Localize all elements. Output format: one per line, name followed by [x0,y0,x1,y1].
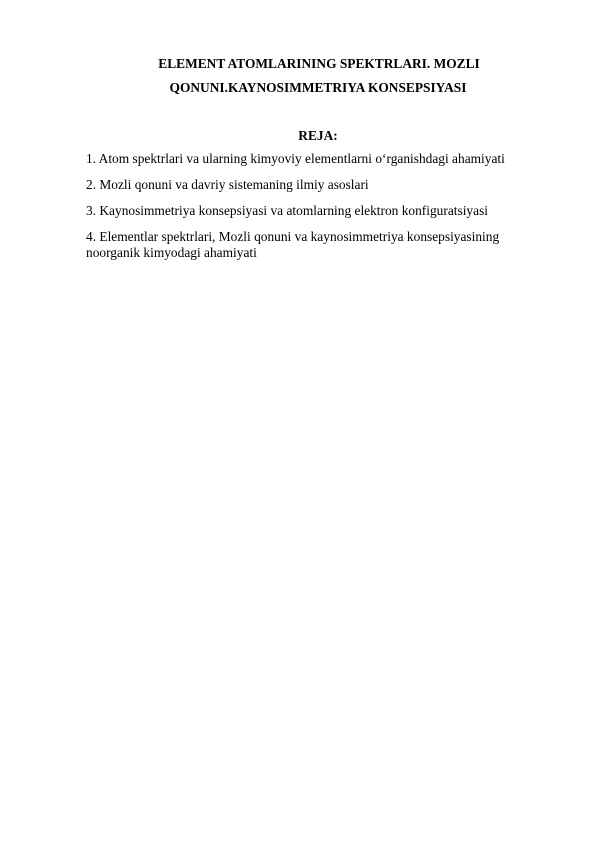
document-title-line-1: ELEMENT ATOMLARINING SPEKTRLARI. MOZLI [158,56,480,71]
plan-heading: REJA: [298,128,338,143]
document-title-line-2: QONUNI.KAYNOSIMMETRIYA KONSEPSIYASI [169,80,467,95]
plan-item-2: 2. Mozli qonuni va davriy sistemaning ilmiy asoslari [86,177,369,192]
plan-item-3: 3. Kaynosimmetriya konsepsiyasi va atomlarning elektron konfiguratsiyasi [86,203,489,218]
plan-item-1: 1. Atom spektrlari va ularning kimyoviy elementlarni o‘rganishdagi ahamiyati [86,151,505,166]
plan-item-4: 4. Elementlar spektrlari, Mozli qonuni va kaynosimmetriya konsepsiyasining noorganik kimyodagi ahamiyati [86,229,500,260]
plan-list [86,151,536,271]
